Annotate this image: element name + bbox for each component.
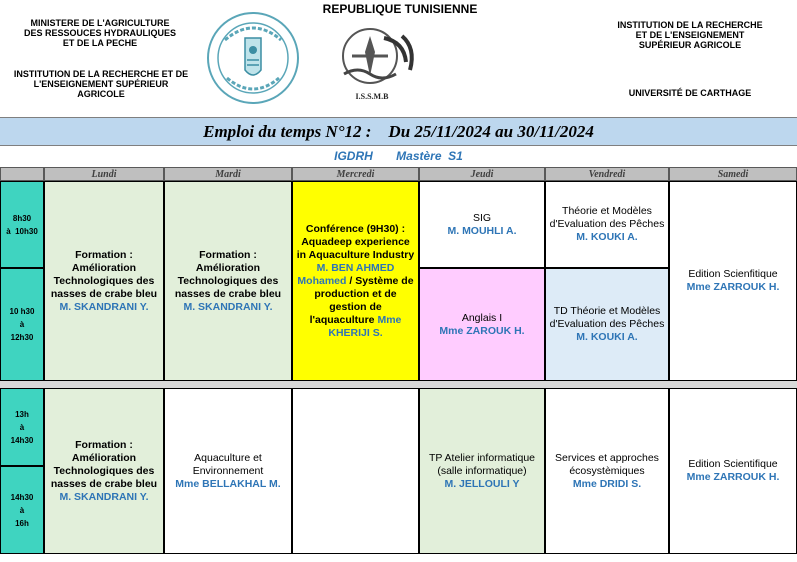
teacher-name: Mme ZAROUK H. bbox=[439, 324, 525, 337]
teacher-name: M. SKANDRANI Y. bbox=[183, 300, 273, 313]
teacher-name: M. KOUKI A. bbox=[576, 331, 638, 343]
day-header-friday: Vendredi bbox=[545, 167, 669, 181]
session-saturday-morning[interactable] bbox=[669, 181, 797, 381]
session-saturday-afternoon[interactable] bbox=[669, 388, 797, 554]
course-name: Formation : Amélioration Technologiques des nasses de crabe bleu bbox=[50, 438, 158, 490]
session-content bbox=[549, 305, 665, 344]
ministry-line: ET DE LA PECHE bbox=[62, 38, 138, 48]
session-tuesday-afternoon[interactable] bbox=[164, 388, 292, 554]
institution-line: INSTITUTION DE LA RECHERCHE ET DE bbox=[13, 69, 189, 79]
session-wednesday-afternoon-empty[interactable] bbox=[292, 388, 419, 554]
teacher-name: M. KOUKI A. bbox=[576, 231, 638, 243]
course-name: Edition Scienfitique bbox=[688, 268, 778, 280]
teacher-name-secondary: Mme KHERIJI S. bbox=[328, 313, 402, 339]
day-header-blank bbox=[0, 167, 44, 181]
session-content bbox=[296, 223, 415, 340]
session-content bbox=[48, 249, 160, 314]
session-content bbox=[423, 452, 541, 491]
day-header-thursday: Jeudi bbox=[419, 167, 545, 181]
session-tuesday-morning[interactable] bbox=[164, 181, 292, 381]
course-name-secondary: / Système de production et de gestion de l'aquaculture bbox=[309, 274, 414, 326]
teacher-name: Mme ZARROUK H. bbox=[686, 471, 780, 483]
course-name: TD Théorie et Modèles d'Evaluation des Pêches bbox=[549, 305, 665, 330]
session-content bbox=[168, 249, 288, 314]
teacher-name: M. BEN AHMED Mohamed bbox=[297, 261, 395, 287]
time-slot: 13h à 14h30 bbox=[0, 388, 44, 466]
break-separator bbox=[0, 381, 797, 388]
course-name: Théorie et Modèles d'Evaluation des Pêches bbox=[549, 205, 665, 230]
session-content bbox=[549, 452, 665, 491]
session-friday-afternoon[interactable] bbox=[545, 388, 669, 554]
session-content bbox=[447, 212, 516, 238]
course-name: Formation : Amélioration Technologiques des nasses de crabe bleu bbox=[50, 248, 158, 300]
session-content bbox=[687, 268, 780, 294]
teacher-name: Mme BELLAKHAL M. bbox=[175, 477, 281, 490]
time-slot: 10 h30 à 12h30 bbox=[0, 268, 44, 381]
country-name: REPUBLIQUE TUNISIENNE bbox=[322, 2, 478, 16]
ministry-seal-logo bbox=[205, 10, 301, 106]
day-header-monday: Lundi bbox=[44, 167, 164, 181]
session-monday-afternoon[interactable] bbox=[44, 388, 164, 554]
teacher-name: M. MOUHLI A. bbox=[447, 224, 517, 237]
course-name: Anglais I bbox=[461, 311, 503, 324]
course-name: Services et approches écosystèmiques bbox=[555, 451, 659, 477]
course-name: Conférence (9H30) : Aquadeep experience in Aquaculture Industry bbox=[296, 222, 415, 261]
time-slot: 8h30 à 10h30 bbox=[0, 181, 44, 268]
session-thursday-slot1[interactable] bbox=[419, 181, 545, 268]
issmb-logo bbox=[322, 22, 422, 110]
course-name: Aquaculture et Environnement bbox=[192, 451, 264, 477]
course-name: Edition Scientifique bbox=[688, 458, 778, 470]
institution-line: SUPÉRIEUR AGRICOLE bbox=[638, 40, 742, 50]
session-thursday-slot2[interactable] bbox=[419, 268, 545, 381]
teacher-name: Mme ZARROUK H. bbox=[686, 281, 780, 293]
institution-line: AGRICOLE bbox=[77, 89, 125, 99]
course-name: Formation : Amélioration Technologiques des nasses de crabe bleu bbox=[174, 248, 282, 300]
right-institution-name bbox=[590, 20, 790, 50]
session-content bbox=[48, 439, 160, 504]
university-name: UNIVERSITÉ DE CARTHAGE bbox=[628, 88, 752, 98]
ministry-line: DES RESSOUCES HYDRAULIQUES bbox=[23, 28, 177, 38]
session-friday-slot1[interactable] bbox=[545, 181, 669, 268]
course-name: TP Atelier informatique (salle informatique) bbox=[428, 451, 536, 477]
teacher-name: M. SKANDRANI Y. bbox=[59, 490, 149, 503]
teacher-name: M. SKANDRANI Y. bbox=[59, 300, 149, 313]
day-header-wednesday: Mercredi bbox=[292, 167, 419, 181]
institution-line: L'ENSEIGNEMENT SUPÉRIEUR bbox=[33, 79, 169, 89]
session-content bbox=[687, 458, 780, 484]
time-slot: 14h30 à 16h bbox=[0, 466, 44, 554]
session-wednesday-morning[interactable] bbox=[292, 181, 419, 381]
session-thursday-afternoon[interactable] bbox=[419, 388, 545, 554]
left-institution-name bbox=[6, 69, 196, 99]
document-header bbox=[0, 0, 797, 116]
course-name: SIG bbox=[472, 211, 492, 224]
session-content bbox=[168, 452, 288, 491]
ministry-line: MINISTERE DE L'AGRICULTURE bbox=[30, 18, 170, 28]
institution-line: INSTITUTION DE LA RECHERCHE bbox=[617, 20, 763, 30]
institution-line: ET DE L'ENSEIGNEMENT bbox=[635, 30, 745, 40]
session-friday-slot2[interactable] bbox=[545, 268, 669, 381]
issmb-logo-caption: I.S.S.M.B bbox=[355, 92, 389, 101]
session-monday-morning[interactable] bbox=[44, 181, 164, 381]
teacher-name: Mme DRIDI S. bbox=[572, 477, 642, 490]
day-header-tuesday: Mardi bbox=[164, 167, 292, 181]
ministry-name bbox=[10, 18, 190, 48]
session-content bbox=[439, 312, 524, 338]
session-content bbox=[549, 205, 665, 244]
day-header-saturday: Samedi bbox=[669, 167, 797, 181]
program-subtitle: IGDRH Mastère S1 bbox=[334, 149, 463, 163]
teacher-name: M. JELLOULI Y bbox=[444, 477, 520, 490]
schedule-title: Emploi du temps N°12 : Du 25/11/2024 au 30/11/2024 bbox=[0, 117, 797, 146]
